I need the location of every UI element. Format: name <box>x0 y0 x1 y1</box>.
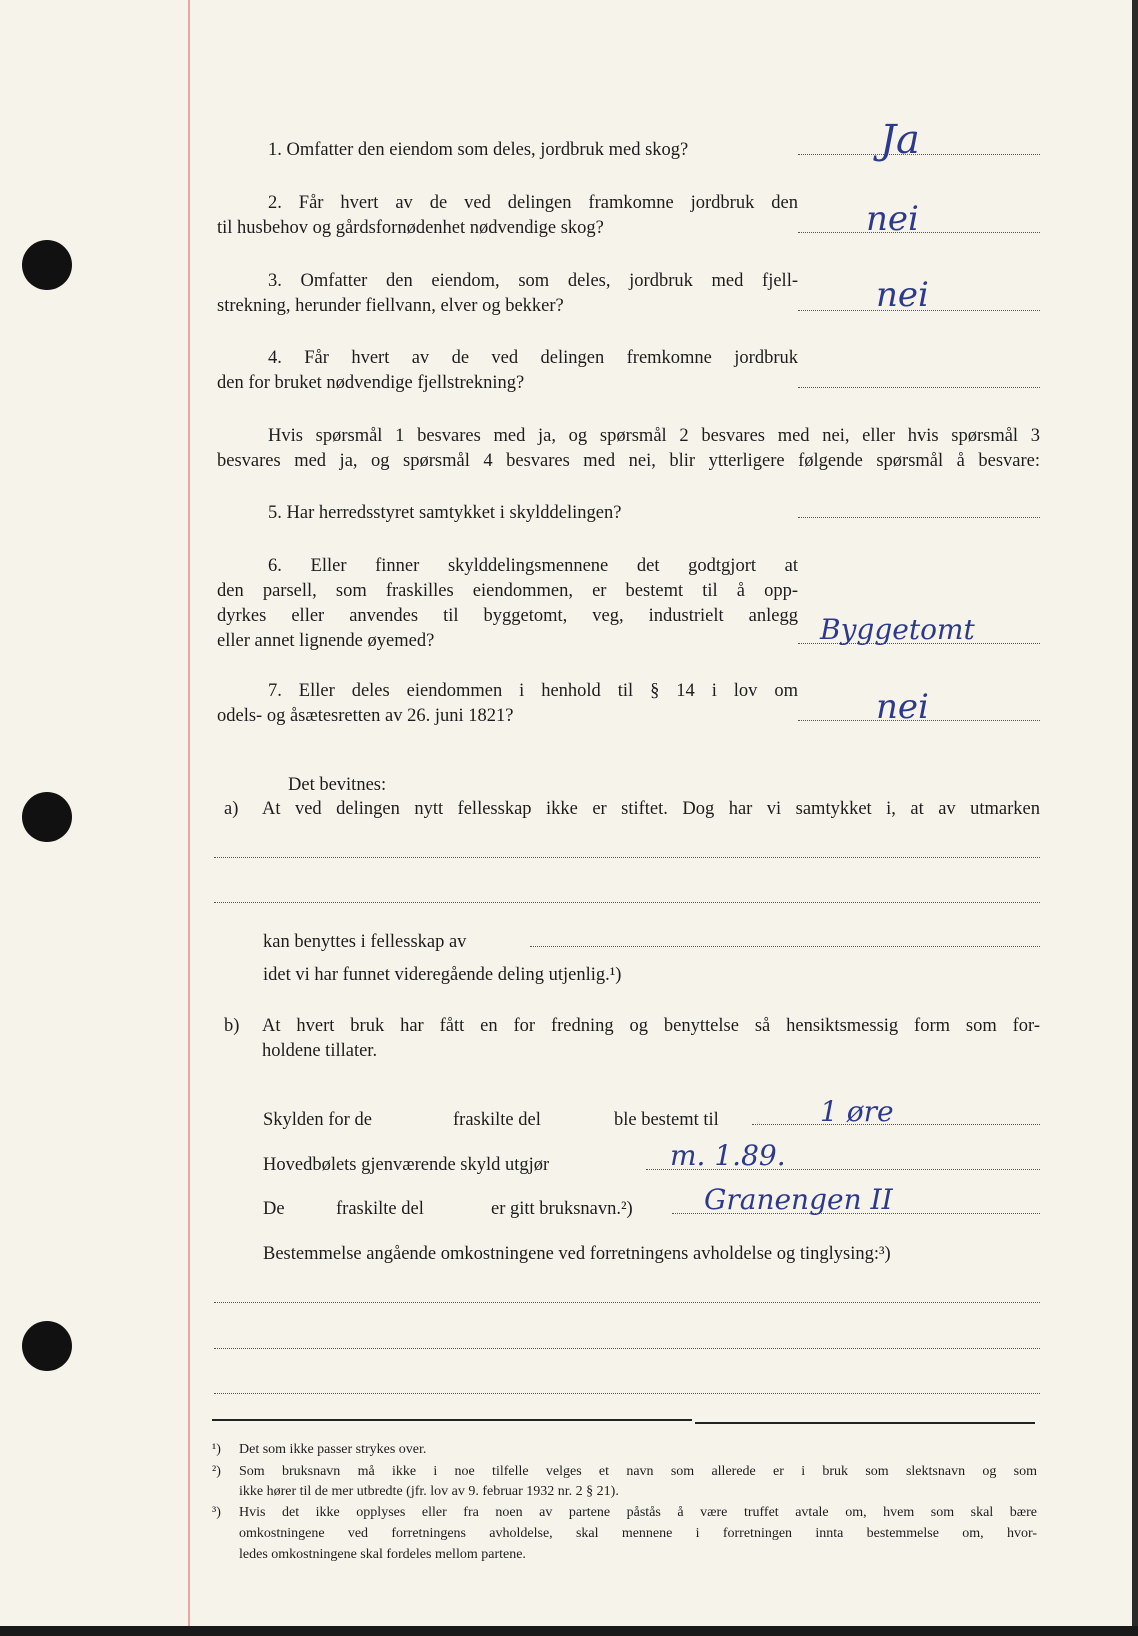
answer-1-handwritten: Ja <box>880 117 920 163</box>
answer-6-handwritten: Byggetomt <box>820 613 975 646</box>
question-6-line-3: dyrkes eller anvendes til byggetomt, veg, industrielt anlegg <box>217 606 798 626</box>
navn-word-1: De <box>263 1199 285 1219</box>
scan-edge <box>1132 0 1138 1636</box>
footnote-separator <box>212 1419 692 1421</box>
skyld-value-line <box>752 1124 1040 1125</box>
punch-hole <box>22 240 72 290</box>
skyld-value-handwritten: 1 øre <box>820 1095 894 1128</box>
attestation-heading: Det bevitnes: <box>288 775 387 795</box>
item-a-blank-line <box>214 857 1040 858</box>
item-b-line-2: holdene tillater. <box>262 1041 378 1061</box>
cost-blank-line <box>214 1393 1040 1394</box>
shared-use-blank-line <box>530 946 1040 947</box>
footnote-3-mark: ³) <box>212 1505 221 1520</box>
punch-hole <box>22 792 72 842</box>
condition-line-2: besvares med ja, og spørsmål 4 besvares med nei, blir ytterligere følgende spørsmål å besvare: <box>217 451 1040 471</box>
skyld-word-2: fraskilte del <box>453 1110 541 1130</box>
footnote-3-line-1: Hvis det ikke opplyses eller fra noen av partene påstås å være truffet avtale om, hvem som skal bære <box>239 1505 1037 1520</box>
scan-edge <box>0 1626 1138 1636</box>
cost-blank-line <box>214 1302 1040 1303</box>
margin-line <box>188 0 190 1626</box>
skyld-word-1: Skylden for de <box>263 1110 372 1130</box>
answer-line-4 <box>798 387 1040 388</box>
navn-value-handwritten: Granengen II <box>704 1183 893 1216</box>
navn-word-3: er gitt bruksnavn.²) <box>491 1199 633 1219</box>
hoved-value-handwritten: m. 1.89. <box>670 1139 786 1172</box>
navn-word-2: fraskilte del <box>336 1199 424 1219</box>
question-1-line-1: 1. Omfatter den eiendom som deles, jordbruk med skog? <box>268 140 689 160</box>
footnote-separator <box>695 1422 1035 1424</box>
shared-use-label: kan benyttes i fellesskap av <box>263 932 467 952</box>
question-3-line-2: strekning, herunder fiellvann, elver og bekker? <box>217 296 564 316</box>
skyld-word-3: ble bestemt til <box>614 1110 719 1130</box>
footnote-2-line-2: ikke hører til de mer utbredte (jfr. lov av 9. februar 1932 nr. 2 § 21). <box>239 1484 619 1499</box>
footnote-3-line-2: omkostningene ved forretningens avholdelse, skal mennene i forretningen innta bestemmelse om, hvor- <box>239 1526 1037 1541</box>
answer-line-2 <box>798 232 1040 233</box>
cost-blank-line <box>214 1348 1040 1349</box>
question-4-line-2: den for bruket nødvendige fjellstrekning? <box>217 373 525 393</box>
question-4-line-1: 4. Får hvert av de ved delingen fremkomne jordbruk <box>268 348 798 368</box>
question-7-line-2: odels- og åsætesretten av 26. juni 1821? <box>217 706 514 726</box>
question-7-line-1: 7. Eller deles eiendommen i henhold til § 14 i lov om <box>268 681 798 701</box>
shared-use-reason: idet vi har funnet videregående deling utjenlig.¹) <box>263 965 622 985</box>
question-2-line-2: til husbehov og gårdsfornødenhet nødvendige skog? <box>217 218 604 238</box>
item-b-label: b) <box>224 1016 240 1036</box>
condition-line-1: Hvis spørsmål 1 besvares med ja, og spørsmål 2 besvares med nei, eller hvis spørsmål 3 <box>268 426 1040 446</box>
question-2-line-1: 2. Får hvert av de ved delingen framkomne jordbruk den <box>268 193 798 213</box>
question-6-line-2: den parsell, som fraskilles eiendommen, er bestemt til å opp- <box>217 581 798 601</box>
punch-hole <box>22 1321 72 1371</box>
answer-2-handwritten: nei <box>866 199 919 239</box>
question-3-line-1: 3. Omfatter den eiendom, som deles, jordbruk med fjell- <box>268 271 798 291</box>
answer-3-handwritten: nei <box>876 275 929 315</box>
item-a-text: At ved delingen nytt fellesskap ikke er stiftet. Dog har vi samtykket i, at av utmarken <box>262 799 1040 819</box>
footnote-2-line-1: Som bruksnavn må ikke i noe tilfelle velges et navn som allerede er i bruk som slektsnavn og som <box>239 1464 1037 1479</box>
footnote-2-mark: ²) <box>212 1464 221 1479</box>
item-a-label: a) <box>224 799 239 819</box>
question-5-line-1: 5. Har herredsstyret samtykket i skylddelingen? <box>268 503 622 523</box>
item-a-blank-line <box>214 902 1040 903</box>
item-b-line-1: At hvert bruk har fått en for fredning og benyttelse så hensiktsmessig form som for- <box>262 1016 1040 1036</box>
footnote-1-line-1: Det som ikke passer strykes over. <box>239 1442 427 1457</box>
answer-7-handwritten: nei <box>876 687 929 727</box>
question-6-line-1: 6. Eller finner skylddelingsmennene det godtgjort at <box>268 556 798 576</box>
footnote-1-mark: ¹) <box>212 1442 221 1457</box>
footnote-3-line-3: ledes omkostningene skal fordeles mellom partene. <box>239 1547 526 1562</box>
cost-label: Bestemmelse angående omkostningene ved forretningens avholdelse og tinglysing:³) <box>263 1244 891 1264</box>
hoved-label: Hovedbølets gjenværende skyld utgjør <box>263 1155 550 1175</box>
answer-line-5 <box>798 517 1040 518</box>
question-6-line-4: eller annet lignende øyemed? <box>217 631 435 651</box>
